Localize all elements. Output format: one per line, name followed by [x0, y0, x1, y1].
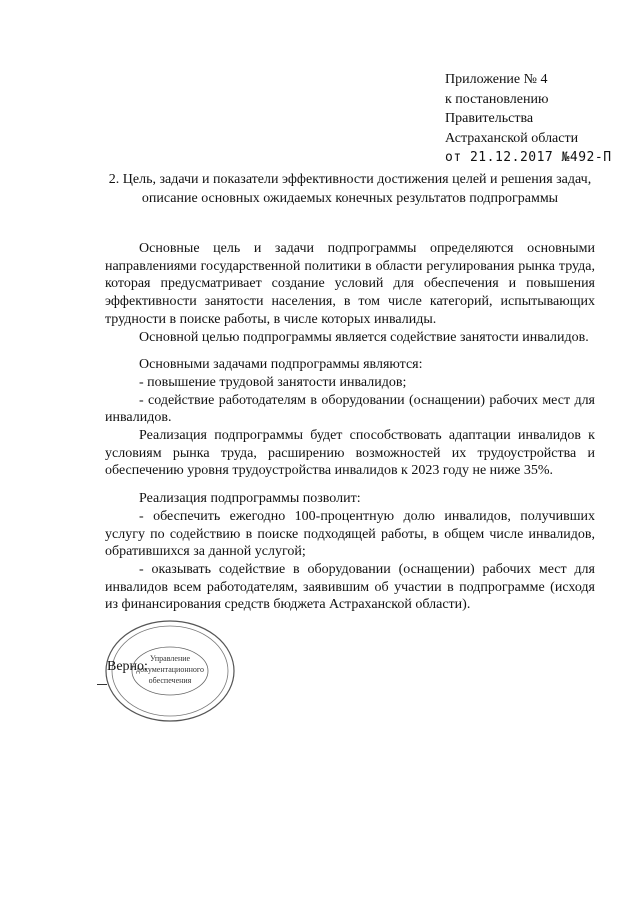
paragraph: Реализация подпрограммы будет способствовать адаптации инвалидов к условиям рынка труда, расширению возможностей их трудоустройства и обеспечению уровня трудоустройства инвалидов к 2023 году не ниже 35%. [105, 428, 595, 479]
appendix-line-1: Приложение № 4 [445, 72, 548, 87]
appendix-header [445, 70, 612, 168]
paragraph: Основной целью подпрограммы является содействие занятости инвалидов. [139, 329, 589, 345]
body-text [105, 240, 595, 614]
appendix-line-4: Астраханской области [445, 130, 579, 146]
seal-line-2: документационного [136, 665, 204, 674]
paragraph: Основными задачами подпрограммы являются: [139, 357, 423, 373]
appendix-line-5: от 21.12.2017 №492-П [445, 150, 612, 165]
seal-line-1: Управление [149, 654, 191, 663]
appendix-line-3: Правительства [445, 111, 534, 126]
appendix-line-2: к постановлению [445, 91, 549, 107]
paragraph: Реализация подпрограммы позволит: [139, 491, 361, 507]
seal-line-3: обеспечения [148, 676, 192, 685]
section-heading: 2. Цель, задачи и показатели эффективности достижения целей и решения задач, описание основных ожидаемых конечных результатов подпрограммы [108, 172, 592, 206]
paragraph: - оказывать содействие в оборудовании (оснащении) рабочих мест для инвалидов всем работодателям, заявившим об участии в подпрограмме (исходя из финансирования средств бюджета Астраханской области). [105, 561, 595, 613]
signature-line [97, 684, 107, 685]
paragraph: Основные цель и задачи подпрограммы определяются основными направлениями государственной политики в области регулирования рынка труда, которая предусматривает создание условий для обеспечения и повышения эффективности занятости населения, в том числе категорий, испытывающих трудности в поиске работы, в числе которых инвалиды. [105, 241, 595, 327]
certification-label: Верно: [107, 659, 148, 674]
paragraph: - обеспечить ежегодно 100-процентную долю инвалидов, получивших услугу по содействию в поиске подходящей работы, в общем числе инвалидов, обратившихся за данной услугой; [105, 508, 595, 560]
paragraph: - повышение трудовой занятости инвалидов; [139, 374, 407, 390]
paragraph: - содействие работодателям в оборудовании (оснащении) рабочих мест для инвалидов. [105, 392, 595, 426]
